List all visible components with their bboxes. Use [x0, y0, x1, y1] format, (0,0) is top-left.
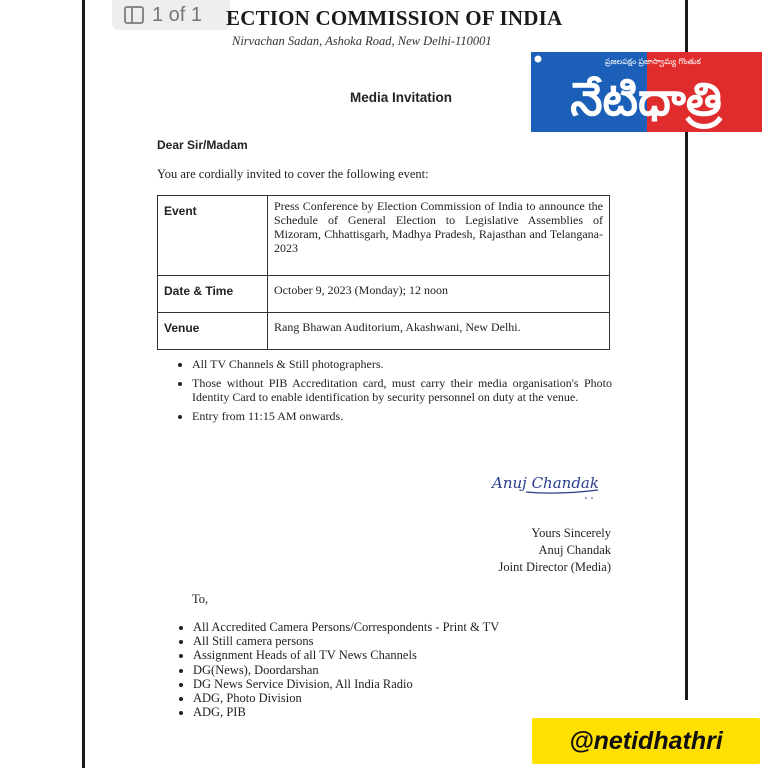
recipient-item: • Assignment Heads of all TV News Channels	[193, 648, 499, 662]
social-handle-banner: @netidhathri	[532, 718, 760, 764]
recipient-item: • DG(News), Doordarshan	[193, 663, 499, 677]
signature	[488, 462, 608, 507]
signatory-designation: Joint Director (Media)	[498, 560, 611, 574]
recipient-item: • ADG, Photo Division	[193, 691, 499, 705]
venue-label: Venue	[158, 313, 268, 350]
page-icon	[124, 6, 144, 24]
recipient-item: • All Still camera persons	[193, 634, 499, 648]
closing-line: Yours Sincerely	[531, 526, 611, 540]
organization-address: Nirvachan Sadan, Ashoka Road, New Delhi-110001	[232, 34, 492, 48]
to-label: To,	[192, 592, 209, 606]
note-item: • Those without PIB Accreditation card, must carry their media organisation's Photo Identity Card to enable identification by security personnel on duty at the venue.	[192, 376, 612, 404]
recipient-item: • DG News Service Division, All India Radio	[193, 677, 499, 691]
table-row-event	[158, 196, 610, 276]
venue-value: Rang Bhawan Auditorium, Akashwani, New Delhi.	[268, 313, 610, 350]
organization-name: ECTION COMMISSION OF INDIA	[226, 6, 563, 30]
note-item: • Entry from 11:15 AM onwards.	[192, 409, 612, 423]
notes-list	[160, 357, 612, 428]
recipient-item: • All Accredited Camera Persons/Correspondents - Print & TV	[193, 620, 499, 634]
recipients-list	[175, 620, 499, 719]
table-row-date	[158, 276, 610, 313]
logo-tagline: ప్రజలపక్షం ప్రజాస్వామ్య గొంతుక	[605, 57, 701, 66]
event-details-table	[157, 195, 610, 350]
recipient-item: • ADG, PIB	[193, 705, 499, 719]
note-item: • All TV Channels & Still photographers.	[192, 357, 612, 371]
page-indicator-text: 1 of 1	[152, 3, 203, 26]
page-indicator[interactable]	[112, 0, 230, 30]
event-label: Event	[158, 196, 268, 276]
intro-text: You are cordially invited to cover the following event:	[157, 167, 429, 181]
date-value: October 9, 2023 (Monday); 12 noon	[268, 276, 610, 313]
table-row-venue	[158, 313, 610, 350]
closing-block	[499, 525, 611, 576]
logo-wordmark: నేటిధాత్రి	[570, 72, 722, 126]
document-title: Media Invitation	[350, 90, 453, 105]
signature-text: Anuj Chandak	[492, 474, 599, 492]
date-label: Date & Time	[158, 276, 268, 313]
signatory-name: Anuj Chandak	[538, 543, 611, 557]
event-value: Press Conference by Election Commission of India to announce the Schedule of General Election to Legislative Assemblies of Mizoram, Chhattisgarh, Madhya Pradesh, Rajasthan and Telangana- 2023	[268, 196, 610, 276]
salutation: Dear Sir/Madam	[157, 138, 248, 152]
document-left-border	[82, 0, 85, 768]
